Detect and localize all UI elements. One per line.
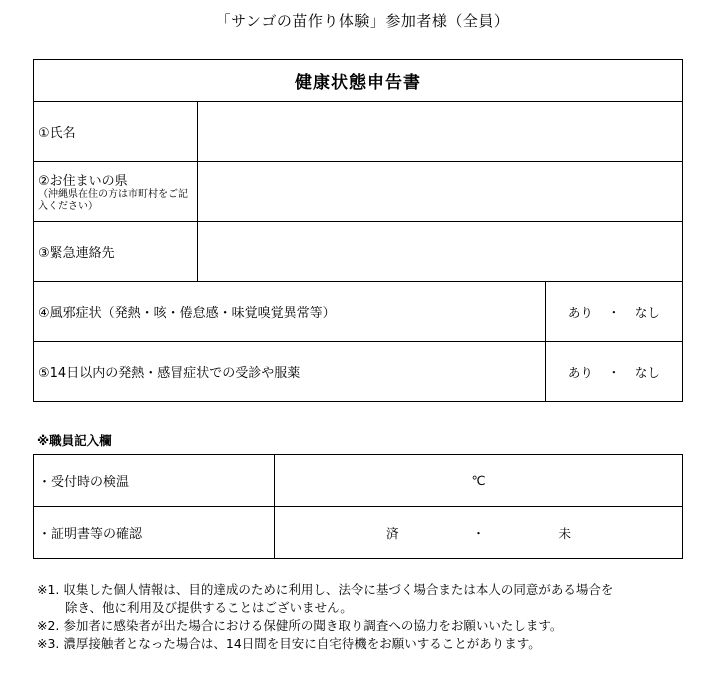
cert-done[interactable]: 済 [385,525,399,541]
recent-visit-choice[interactable] [545,342,682,402]
temperature-label: ・受付時の検温 [34,455,275,507]
cert-separator: ・ [472,525,485,541]
note-2: ※2. 参加者に感染者が出た場合における保健所の聞き取り調査への協力をお願いいたします。 [37,618,563,633]
notes [37,581,613,653]
page-title: 「サンゴの苗作り体験」参加者様（全員） [215,12,510,30]
cold-symptoms-choice[interactable] [545,282,682,342]
cert-not[interactable]: 未 [558,525,572,541]
form-heading: 健康状態申告書 [34,60,683,102]
note-1-continued: 除き、他に利用及び提供することはございません。 [65,600,353,615]
prefecture-label: ②お住まいの県 （沖縄県在住の方は市町村をご記入ください） [34,162,198,222]
choice-no[interactable]: なし [634,304,660,320]
cold-symptoms-label: ④風邪症状（発熱・咳・倦怠感・味覚嗅覚異常等） [34,282,546,342]
choice-separator: ・ [607,364,621,380]
certificate-label: ・証明書等の確認 [34,507,275,559]
prefecture-field[interactable] [198,162,683,222]
name-field[interactable] [198,102,683,162]
choice-yes[interactable]: あり [567,304,593,320]
choice-no[interactable]: なし [634,364,660,380]
certificate-check[interactable] [275,507,683,559]
emergency-contact-label: ③緊急連絡先 [34,222,198,282]
note-3: ※3. 濃厚接触者となった場合は、14日間を目安に自宅待機をお願いすることがあります。 [37,636,541,651]
prefecture-sublabel: （沖縄県在住の方は市町村をご記入ください） [38,189,188,212]
temperature-field[interactable] [275,455,683,507]
recent-visit-label: ⑤14日以内の発熱・感冒症状での受診や服薬 [34,342,546,402]
choice-separator: ・ [607,304,621,320]
staff-section-title: ※職員記入欄 [37,433,112,448]
note-1: ※1. 収集した個人情報は、目的達成のために利用し、法令に基づく場合または本人の同意がある場合を [37,582,614,597]
name-label: ①氏名 [34,102,198,162]
celsius-unit: ℃ [471,473,486,488]
health-declaration-form [33,59,683,402]
emergency-contact-field[interactable] [198,222,683,282]
staff-entry-table [33,454,683,559]
choice-yes[interactable]: あり [567,364,593,380]
